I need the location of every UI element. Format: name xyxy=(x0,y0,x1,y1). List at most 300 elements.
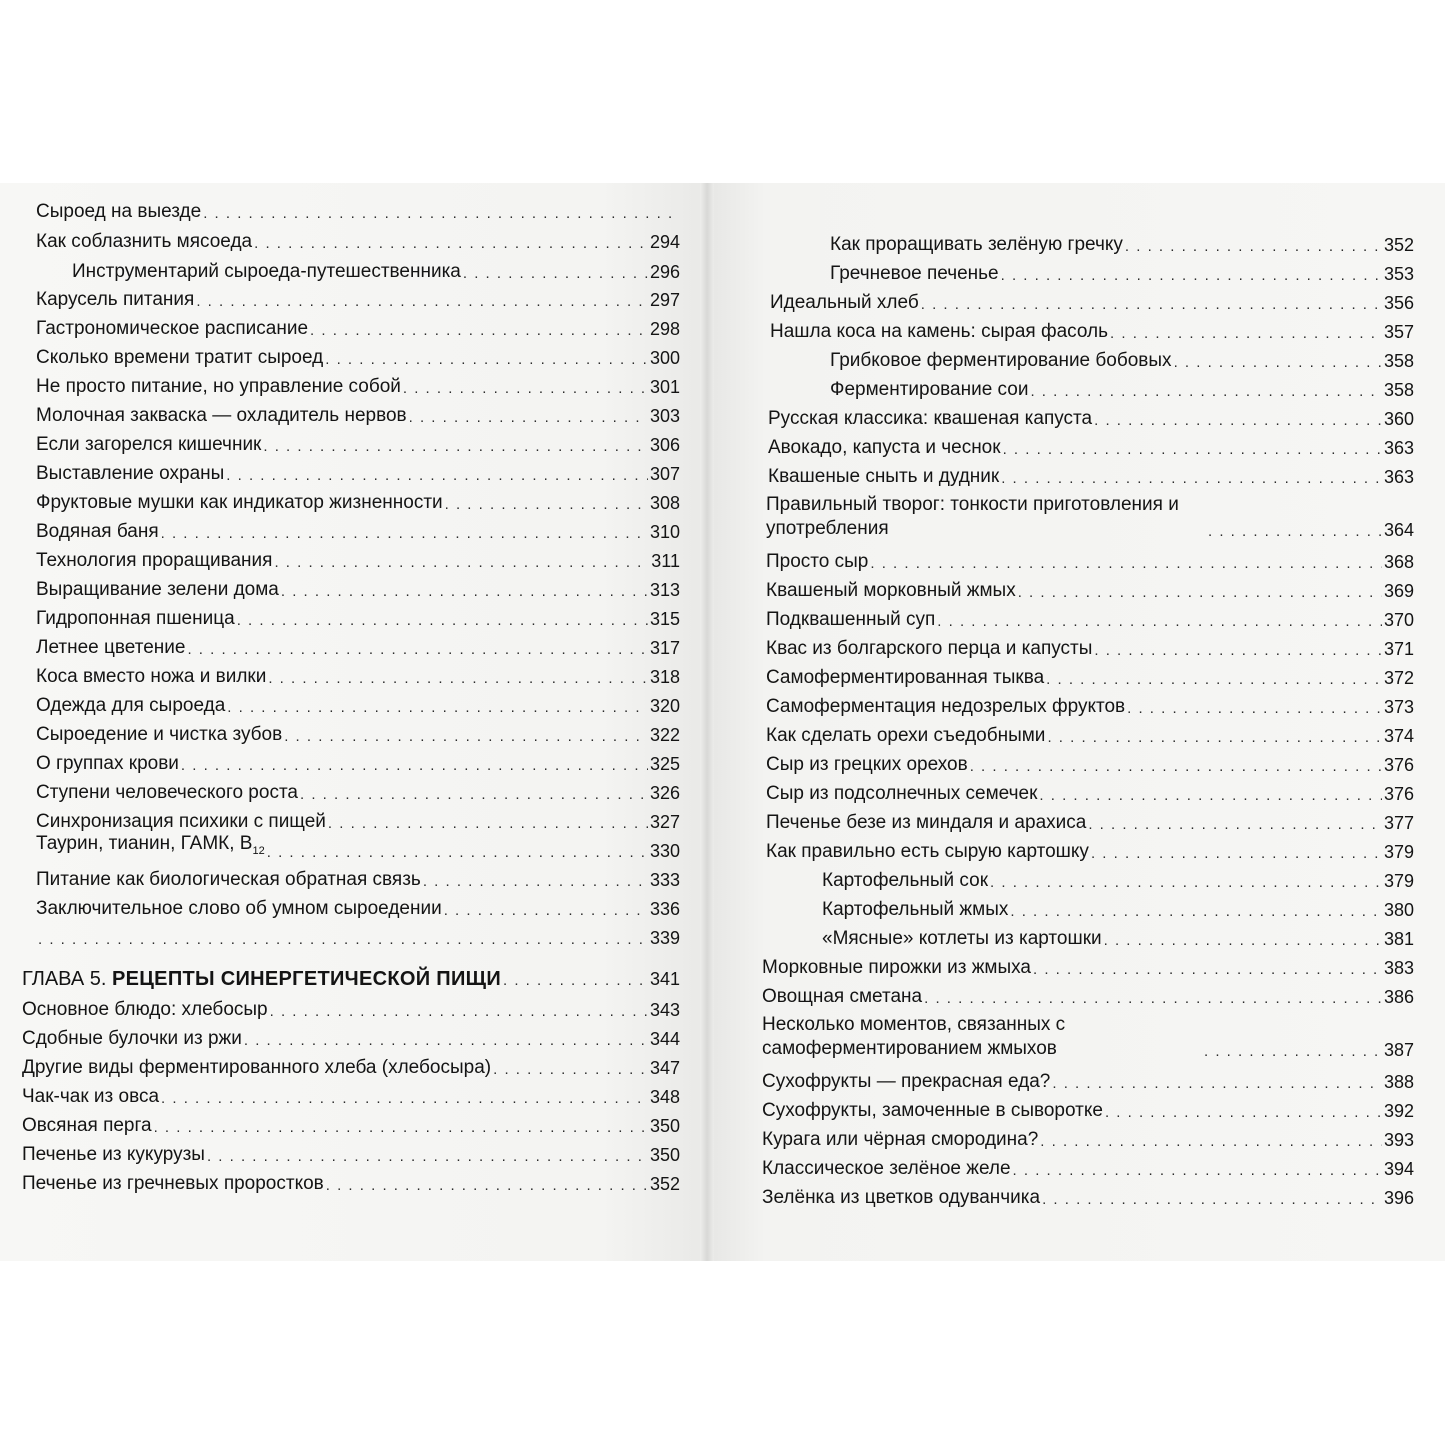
right-toc-page-number: 381 xyxy=(1383,929,1414,949)
right-toc-entry xyxy=(762,1181,1414,1209)
left-toc-page-number: 307 xyxy=(649,464,680,484)
left-toc-entry-title xyxy=(36,492,443,514)
right-toc-entry-title-text: Курага или чёрная смородина? xyxy=(762,1129,1039,1150)
left-toc-entry xyxy=(36,515,680,543)
left-toc-entry xyxy=(36,283,680,311)
left-toc-entry-title xyxy=(36,579,279,601)
right-toc-page-number: 363 xyxy=(1383,467,1414,487)
dot-leader xyxy=(1030,383,1382,401)
right-toc-entry xyxy=(762,1065,1414,1093)
left-toc-entry-title-text: Заключительное слово об умном сыроедении xyxy=(36,898,442,919)
right-toc-entry-title-text: Овощная сметана xyxy=(762,986,923,1007)
dot-leader xyxy=(300,786,648,804)
left-toc-page-number: 325 xyxy=(649,754,680,774)
left-toc-entry-title xyxy=(36,666,266,688)
left-toc-entry-title xyxy=(36,376,401,398)
left-toc-entry xyxy=(36,660,680,688)
dot-leader xyxy=(325,351,648,369)
right-toc-entry-title-text: Как проращивать зелёную гречку xyxy=(830,234,1123,255)
left-toc-entry xyxy=(36,428,680,456)
right-toc-entry xyxy=(766,574,1414,602)
dot-leader xyxy=(1110,325,1382,343)
left-toc-page-number: 318 xyxy=(649,667,680,687)
chapter-title: РЕЦЕПТЫ СИНЕРГЕТИЧЕСКОЙ ПИЩИ xyxy=(111,968,501,990)
left-toc-entry xyxy=(36,863,680,891)
subscript: 12 xyxy=(252,845,265,857)
left-toc-entry-title-text: О группах крови xyxy=(36,753,179,774)
dot-leader xyxy=(1001,470,1382,488)
left-toc-entry-title xyxy=(36,753,179,775)
right-toc-entry-title xyxy=(822,870,988,892)
dot-leader xyxy=(463,265,648,283)
left-toc-entry xyxy=(36,602,680,630)
right-toc-page-number: 392 xyxy=(1383,1101,1414,1121)
right-toc-entry-title xyxy=(768,466,999,488)
right-toc-entry-title xyxy=(770,292,919,314)
left-toc-entry xyxy=(22,1022,680,1050)
left-toc-entry-title-text: Летнее цветение xyxy=(36,637,186,658)
left-toc-entry-title xyxy=(36,898,442,920)
left-toc-entry-title-text: Фруктовые мушки как индикатор жизненности xyxy=(36,492,443,513)
dot-leader xyxy=(1091,845,1382,863)
left-toc-entry-title-text: Сдобные булочки из ржи xyxy=(22,1028,242,1049)
right-toc-entry-title xyxy=(766,812,1086,834)
left-toc-entry-title xyxy=(36,608,235,630)
right-toc-entry xyxy=(766,545,1414,573)
dot-leader xyxy=(1046,671,1382,689)
dot-leader xyxy=(254,235,648,253)
left-toc-entry-title xyxy=(36,521,159,543)
right-toc-entry-title-text: Как правильно есть сырую картошку xyxy=(766,841,1089,862)
right-toc-entry xyxy=(768,431,1414,459)
right-toc-entry-title-text: Идеальный хлеб xyxy=(770,292,919,313)
left-toc-page-number: 350 xyxy=(649,1116,680,1136)
right-toc-page-number: 358 xyxy=(1383,351,1414,371)
left-toc-entry-title-text: Коса вместо ножа и вилки xyxy=(36,666,267,687)
left-toc-page-number: 301 xyxy=(649,377,680,397)
right-toc-entry xyxy=(766,835,1414,863)
left-toc-entry xyxy=(22,1051,680,1079)
dot-leader xyxy=(1042,1191,1382,1209)
dot-leader xyxy=(1039,787,1382,805)
left-toc-entry-title-text: Печенье из гречневых проростков xyxy=(22,1173,324,1194)
left-toc-entry-title-text: Печенье из кукурузы xyxy=(22,1144,205,1165)
right-toc-entry-title xyxy=(822,899,1008,921)
dot-leader xyxy=(1013,1162,1382,1180)
dot-leader xyxy=(328,815,648,833)
right-toc-page-number: 372 xyxy=(1383,668,1414,688)
dot-leader xyxy=(1094,642,1382,660)
dot-leader xyxy=(937,613,1382,631)
left-toc-entry xyxy=(36,457,680,485)
book-gutter xyxy=(700,183,714,1261)
right-toc-page-number: 379 xyxy=(1383,842,1414,862)
left-toc-entry-title-text: Таурин, тианин, ГАМК, B xyxy=(36,833,253,855)
left-toc-entry-title-text: Овсяная перга xyxy=(22,1115,152,1136)
dot-leader xyxy=(1125,238,1382,256)
left-toc-entry-title-text: Если загорелся кишечник xyxy=(36,434,262,455)
dot-leader xyxy=(196,293,648,311)
left-toc-page-number: 303 xyxy=(649,406,680,426)
left-toc-page-number: 311 xyxy=(651,551,680,571)
left-toc-entry xyxy=(36,892,680,920)
left-toc-page-number: 322 xyxy=(649,725,680,745)
right-toc-entry-title xyxy=(830,379,1028,401)
right-toc-page-number: 371 xyxy=(1383,639,1414,659)
dot-leader xyxy=(161,525,648,543)
right-toc-entry-title-text: Просто сыр xyxy=(766,551,869,572)
right-toc-entry-title xyxy=(766,841,1089,863)
right-toc-entry-title xyxy=(766,580,1016,602)
left-toc-page-number: 308 xyxy=(649,493,680,513)
right-toc-page-number: 363 xyxy=(1383,438,1414,458)
left-toc-page-number: 315 xyxy=(649,609,680,629)
dot-leader xyxy=(403,380,648,398)
right-toc-page-number: 388 xyxy=(1383,1072,1414,1092)
right-toc-entry-title-text: Картофельный сок xyxy=(822,870,989,891)
left-toc-entry xyxy=(36,921,680,949)
right-toc-entry xyxy=(768,460,1414,488)
left-toc-entry-title xyxy=(36,869,421,891)
left-toc-page-number: 330 xyxy=(649,841,680,861)
right-toc-entry-title xyxy=(762,1071,1050,1093)
right-toc-entry xyxy=(766,632,1414,660)
dot-leader xyxy=(503,972,648,990)
right-toc-page-number: 353 xyxy=(1383,264,1414,284)
dot-leader xyxy=(1003,441,1382,459)
right-toc-entry xyxy=(762,980,1414,1008)
right-toc-page-number: 376 xyxy=(1383,755,1414,775)
right-toc-entry-title xyxy=(830,263,999,285)
left-toc-page-number: 341 xyxy=(649,969,680,989)
left-toc-entry-title xyxy=(72,261,461,283)
right-toc-page-number: 360 xyxy=(1383,409,1414,429)
right-toc-entry-title xyxy=(766,638,1092,660)
left-toc-page-number: 336 xyxy=(649,899,680,919)
left-toc-entry-title-text: Синхронизация психики с пищей xyxy=(36,811,326,832)
right-toc-entry xyxy=(762,1123,1414,1151)
left-toc-entry-title xyxy=(36,347,323,369)
dot-leader xyxy=(227,699,648,717)
left-toc-entry-title-text: Технология проращивания xyxy=(36,550,273,571)
right-toc-entry xyxy=(830,257,1414,285)
right-toc-page-number: 370 xyxy=(1383,610,1414,630)
left-toc-entry-title-text: Основное блюдо: хлебосыр xyxy=(22,999,268,1020)
left-toc-entry-title xyxy=(36,289,194,311)
right-toc-entry-title-text: Сыр из подсолнечных семечек xyxy=(766,783,1038,804)
right-toc-entry-title-text: Классическое зелёное желе xyxy=(762,1158,1011,1179)
left-toc-page-number: 326 xyxy=(649,783,680,803)
left-toc-page-number: 348 xyxy=(649,1087,680,1107)
right-toc-page-number: 374 xyxy=(1383,726,1414,746)
right-toc-entry-title xyxy=(830,234,1123,256)
right-toc-page-number: 369 xyxy=(1383,581,1414,601)
right-toc-entry xyxy=(830,228,1414,256)
left-toc-entry-title-text: Выставление охраны xyxy=(36,463,225,484)
right-toc-entry-title-text: Сыр из грецких орехов xyxy=(766,754,968,775)
right-toc-entry xyxy=(830,373,1414,401)
left-toc-entry-title xyxy=(36,405,407,427)
right-toc-entry-title-text: Несколько моментов, связанных с самоферментированием жмыхов xyxy=(762,1014,1066,1059)
left-toc-page-number: 343 xyxy=(649,1000,680,1020)
right-toc-entry-title xyxy=(766,754,968,776)
right-toc-entry xyxy=(770,286,1414,314)
left-toc-entry-title xyxy=(36,637,185,659)
right-toc-entry-title-text: Авокадо, капуста и чеснок xyxy=(768,437,1001,458)
dot-leader xyxy=(1001,267,1382,285)
right-toc-entry-title-text: Квашеный морковный жмых xyxy=(766,580,1016,601)
right-toc-entry-title xyxy=(768,437,1001,459)
right-toc-entry xyxy=(762,1152,1414,1180)
right-toc-entry xyxy=(822,864,1414,892)
dot-leader xyxy=(268,670,648,688)
right-toc-page-number: 356 xyxy=(1383,293,1414,313)
left-toc-entry-title-text: Карусель питания xyxy=(36,289,195,310)
left-toc-entry-title-text: Питание как биологическая обратная связь xyxy=(36,869,421,890)
right-toc-entry xyxy=(768,402,1414,430)
left-toc-entry-title xyxy=(36,833,265,862)
left-toc-entry xyxy=(36,776,680,804)
left-toc-page-number: 296 xyxy=(649,262,680,282)
right-toc-entry-title xyxy=(770,321,1108,343)
right-toc-entry-title-text: Квашеные сныть и дудник xyxy=(768,466,1000,487)
dot-leader xyxy=(1052,1075,1382,1093)
right-toc-page-number: 394 xyxy=(1383,1159,1414,1179)
right-toc-entry xyxy=(822,893,1414,921)
dot-leader xyxy=(1204,1043,1382,1061)
left-toc-entry-title xyxy=(36,724,282,746)
right-toc-entry xyxy=(766,806,1414,834)
dot-leader xyxy=(1174,354,1382,372)
dot-leader xyxy=(187,641,648,659)
right-toc-entry-title-text: Сухофрукты, замоченные в сыворотке xyxy=(762,1100,1103,1121)
left-toc-entry xyxy=(22,1080,680,1108)
left-toc-entry-title-text: Инструментарий сыроеда-путешественника xyxy=(72,261,461,282)
left-toc-entry xyxy=(36,631,680,659)
left-toc-entry-title-text: Сыроедение и чистка зубов xyxy=(36,724,283,745)
dot-leader xyxy=(1094,412,1382,430)
left-toc-entry-title xyxy=(36,695,225,717)
left-toc-page-number: 300 xyxy=(649,348,680,368)
dot-leader xyxy=(270,1003,648,1021)
chapter-heading xyxy=(22,968,501,990)
right-toc-entry-title xyxy=(762,1013,1202,1061)
right-toc-entry xyxy=(830,344,1414,372)
right-toc-entry-title-text: Морковные пирожки из жмыха xyxy=(762,957,1031,978)
dot-leader xyxy=(310,322,648,340)
right-toc-entry xyxy=(766,748,1414,776)
dot-leader xyxy=(1088,816,1382,834)
right-toc-page-number: 387 xyxy=(1383,1040,1414,1060)
left-toc-entry xyxy=(36,486,680,514)
left-toc-entry xyxy=(36,370,680,398)
right-toc-entry-title xyxy=(762,1187,1040,1209)
dot-leader xyxy=(493,1061,648,1079)
right-toc-entry-title xyxy=(766,667,1044,689)
left-toc-page-number: 352 xyxy=(649,1174,680,1194)
left-toc-entry-title xyxy=(36,231,252,253)
right-toc-entry-title-text: «Мясные» котлеты из картошки xyxy=(822,928,1102,949)
left-toc-entry xyxy=(22,993,680,1021)
left-toc-entry xyxy=(36,225,680,253)
dot-leader xyxy=(921,296,1382,314)
right-toc-entry-title xyxy=(822,928,1102,950)
left-toc-entry xyxy=(36,544,680,572)
left-toc-entry-title-text: Водяная баня xyxy=(36,521,159,542)
left-toc-entry-title-text: Сыроед на выезде xyxy=(36,201,202,222)
dot-leader xyxy=(409,409,648,427)
right-toc-entry-title-text: Русская классика: квашеная капуста xyxy=(768,408,1093,429)
right-toc-entry-title-text: Гречневое печенье xyxy=(830,263,999,284)
dot-leader xyxy=(226,467,648,485)
right-toc-entry xyxy=(766,489,1414,541)
right-toc-entry-title xyxy=(766,493,1206,541)
dot-leader xyxy=(281,583,648,601)
right-toc-page-number: 377 xyxy=(1383,813,1414,833)
left-toc-page-number: 294 xyxy=(649,232,680,252)
left-toc-entry xyxy=(36,195,680,223)
left-toc-entry xyxy=(22,1167,680,1195)
right-toc-page-number: 364 xyxy=(1383,520,1414,540)
left-toc-entry xyxy=(22,962,680,990)
left-toc-entry-title-text: Выращивание зелени дома xyxy=(36,579,279,600)
right-toc-entry-title xyxy=(762,1158,1011,1180)
left-toc-entry-title-text: Другие виды ферментированного хлеба (хлебосыра) xyxy=(22,1057,492,1078)
chapter-prefix: ГЛАВА 5. xyxy=(22,968,112,990)
right-toc-entry-title xyxy=(762,1129,1038,1151)
dot-leader xyxy=(445,496,648,514)
dot-leader xyxy=(990,874,1382,892)
left-toc-entry-title xyxy=(36,201,201,223)
left-toc-page-number: 327 xyxy=(649,812,680,832)
left-toc-page-number: 339 xyxy=(649,928,680,948)
right-toc-entry xyxy=(766,777,1414,805)
left-toc-entry-title-text: Ступени человеческого роста xyxy=(36,782,299,803)
left-toc-entry-title-text: Чак-чак из овса xyxy=(22,1086,160,1107)
left-toc-entry-title xyxy=(22,1057,491,1079)
right-toc-entry-title-text: Квас из болгарского перца и капусты xyxy=(766,638,1093,659)
dot-leader xyxy=(870,555,1382,573)
left-toc-entry-title-text: Гидропонная пшеница xyxy=(36,608,235,629)
right-toc-page-number: 357 xyxy=(1383,322,1414,342)
dot-leader xyxy=(38,931,648,949)
left-toc-page-number: 350 xyxy=(649,1145,680,1165)
right-toc-page-number: 358 xyxy=(1383,380,1414,400)
dot-leader xyxy=(326,1177,648,1195)
right-toc-entry xyxy=(766,603,1414,631)
right-toc-entry-title xyxy=(830,350,1172,372)
left-toc-entry-title xyxy=(22,1086,159,1108)
right-toc-entry-title xyxy=(762,986,922,1008)
dot-leader xyxy=(203,205,678,223)
dot-leader xyxy=(1208,523,1382,541)
dot-leader xyxy=(423,873,648,891)
dot-leader xyxy=(1040,1133,1382,1151)
right-toc-entry-title-text: Ферментирование сои xyxy=(830,379,1029,400)
right-toc-page-number: 352 xyxy=(1383,235,1414,255)
left-toc-entry-title xyxy=(36,318,308,340)
left-toc-entry xyxy=(72,255,680,283)
left-toc-page-number: 320 xyxy=(649,696,680,716)
left-toc-entry-title xyxy=(36,811,326,833)
dot-leader xyxy=(1127,700,1382,718)
right-toc-page-number: 376 xyxy=(1383,784,1414,804)
left-toc-entry-title-text: Сколько времени тратит сыроед xyxy=(36,347,324,368)
right-toc-entry xyxy=(766,661,1414,689)
left-toc-entry xyxy=(36,573,680,601)
left-toc-entry xyxy=(36,747,680,775)
left-toc-entry xyxy=(36,718,680,746)
dot-leader xyxy=(444,902,648,920)
right-toc-page-number: 383 xyxy=(1383,958,1414,978)
left-toc-page-number: 347 xyxy=(649,1058,680,1078)
left-toc-page-number: 344 xyxy=(649,1029,680,1049)
right-toc-entry xyxy=(762,951,1414,979)
right-toc-entry xyxy=(822,922,1414,950)
dot-leader xyxy=(244,1032,648,1050)
left-toc-entry xyxy=(22,1138,680,1166)
left-toc-entry-title xyxy=(22,999,268,1021)
right-toc-page-number: 393 xyxy=(1383,1130,1414,1150)
left-toc-entry-title xyxy=(22,1173,324,1195)
right-toc-entry-title-text: Самоферментированная тыква xyxy=(766,667,1045,688)
left-toc-entry-title xyxy=(22,1144,205,1166)
left-toc-entry-title xyxy=(36,550,272,572)
right-toc-entry-title xyxy=(766,609,935,631)
right-toc-entry-title-text: Сухофрукты — прекрасная еда? xyxy=(762,1071,1051,1092)
dot-leader xyxy=(154,1119,648,1137)
right-toc-entry-title xyxy=(766,725,1045,747)
dot-leader xyxy=(181,757,648,775)
right-toc-entry-title-text: Картофельный жмых xyxy=(822,899,1009,920)
left-toc-entry xyxy=(36,805,680,833)
left-toc-entry-title xyxy=(36,782,298,804)
left-toc-entry xyxy=(22,1109,680,1137)
right-toc-page-number: 396 xyxy=(1383,1188,1414,1208)
right-toc-entry-title xyxy=(768,408,1092,430)
left-toc-page-number: 298 xyxy=(649,319,680,339)
right-toc-entry-title-text: Как сделать орехи съедобными xyxy=(766,725,1046,746)
right-toc-page-number: 373 xyxy=(1383,697,1414,717)
right-toc-entry-title xyxy=(766,551,868,573)
dot-leader xyxy=(1105,1104,1382,1122)
right-toc-entry-title xyxy=(762,1100,1103,1122)
left-toc-page-number: 306 xyxy=(649,435,680,455)
right-toc-page-number: 379 xyxy=(1383,871,1414,891)
right-toc-entry-title-text: Подквашенный суп xyxy=(766,609,936,630)
right-toc-page-number: 380 xyxy=(1383,900,1414,920)
dot-leader xyxy=(284,728,648,746)
left-toc-entry xyxy=(36,341,680,369)
left-toc-entry-title xyxy=(22,1115,152,1137)
left-toc-entry xyxy=(36,399,680,427)
right-toc-entry-title xyxy=(766,696,1125,718)
dot-leader xyxy=(1018,584,1382,602)
left-toc-page-number: 317 xyxy=(649,638,680,658)
right-toc-entry-title-text: Нашла коса на камень: сырая фасоль xyxy=(770,321,1109,342)
dot-leader xyxy=(274,554,649,572)
dot-leader xyxy=(263,438,648,456)
right-toc-entry-title-text: Правильный творог: тонкости приготовления и употребления xyxy=(766,494,1179,539)
right-toc-page-number: 386 xyxy=(1383,987,1414,1007)
dot-leader xyxy=(237,612,648,630)
left-toc-entry-title-text: Молочная закваска — охладитель нервов xyxy=(36,405,407,426)
left-toc-entry-title-text: Не просто питание, но управление собой xyxy=(36,376,401,397)
right-toc-entry-title-text: Грибковое ферментирование бобовых xyxy=(830,350,1172,371)
left-toc-page-number: 333 xyxy=(649,870,680,890)
right-toc-entry-title-text: Самоферментация недозрелых фруктов xyxy=(766,696,1126,717)
left-toc-entry-title xyxy=(22,1028,242,1050)
